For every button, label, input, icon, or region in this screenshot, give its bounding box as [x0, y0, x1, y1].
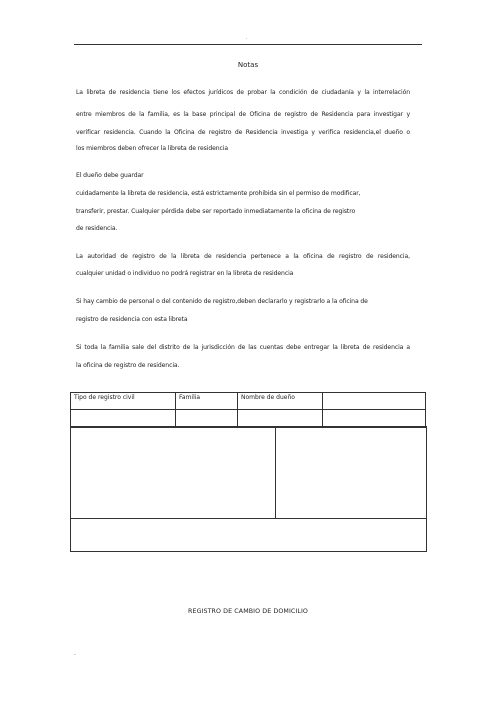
header-cell-nombre-dueno: Nombre de dueño: [238, 393, 323, 410]
value-cell-blank[interactable]: [323, 410, 426, 428]
header-mark: ·: [246, 36, 248, 42]
paragraph-1-line-1: La libreta de residencia tiene los efectos jurídicos de probar la condición de ciudadanía y la interrelación: [76, 89, 410, 96]
paragraph-5-line-2: la oficina de registro de residencia.: [76, 362, 180, 369]
header-cell-blank: [323, 393, 426, 410]
paragraph-1-line-2: entre miembros de la familia, es la base principal de Oficina de registro de Residencia para investigar y: [76, 111, 410, 118]
header-cell-registro-civil: Tipo de registro civil: [71, 393, 176, 410]
paragraph-3-line-1: La autoridad de registro de la libreta de residencia pertenece a la oficina de registro de residencia,: [76, 253, 410, 260]
paragraph-2-line-1: El dueño debe guardar: [76, 172, 144, 179]
paragraph-2-line-4: de residencia.: [76, 225, 118, 232]
notes-box-divider: [71, 518, 426, 519]
notes-box-left-panel: [71, 427, 276, 518]
value-cell-familia[interactable]: [176, 410, 238, 428]
paragraph-2-line-3: transferir, prestar. Cualquier pérdida debe ser reportado inmediatamente la oficina de registro: [76, 208, 356, 215]
table-value-row: [71, 410, 426, 428]
page-title: Notas: [237, 61, 259, 69]
paragraph-1-line-3: verificar residencia. Cuando la Oficina de registro de Residencia investiga y verifica residencia,el dueño o: [76, 129, 410, 136]
paragraph-5-line-1: Si toda la familia sale del distrito de la jurisdicción de las cuentas debe entregar la libreta de residencia a: [76, 344, 410, 351]
header-cell-familia: Familia: [176, 393, 238, 410]
paragraph-4-line-2: registro de residencia con esta libreta: [76, 316, 188, 323]
value-cell-nombre-dueno[interactable]: [238, 410, 323, 428]
paragraph-3-line-2: cualquier unidad o individuo no podrá registrar en la libreta de residencia: [76, 270, 294, 277]
footer-title: REGISTRO DE CAMBIO DE DOMICILIO: [188, 608, 308, 615]
table-header-row: [71, 393, 426, 410]
paragraph-4-line-1: Si hay cambio de personal o del contenido de registro,deben declararlo y registrarlo a la oficina de: [76, 298, 368, 305]
footer-mark: -: [74, 652, 76, 658]
paragraph-1-line-4: los miembros deben ofrecer la libreta de residencia: [76, 145, 228, 152]
notes-box: [70, 426, 427, 552]
paragraph-2-line-2: cuidadamente la libreta de residencia, está estrictamente prohibida sin el permiso de modificar,: [76, 190, 361, 197]
header-rule: [74, 44, 422, 45]
value-cell-registro-civil[interactable]: [71, 410, 176, 428]
registration-table: [70, 392, 426, 428]
